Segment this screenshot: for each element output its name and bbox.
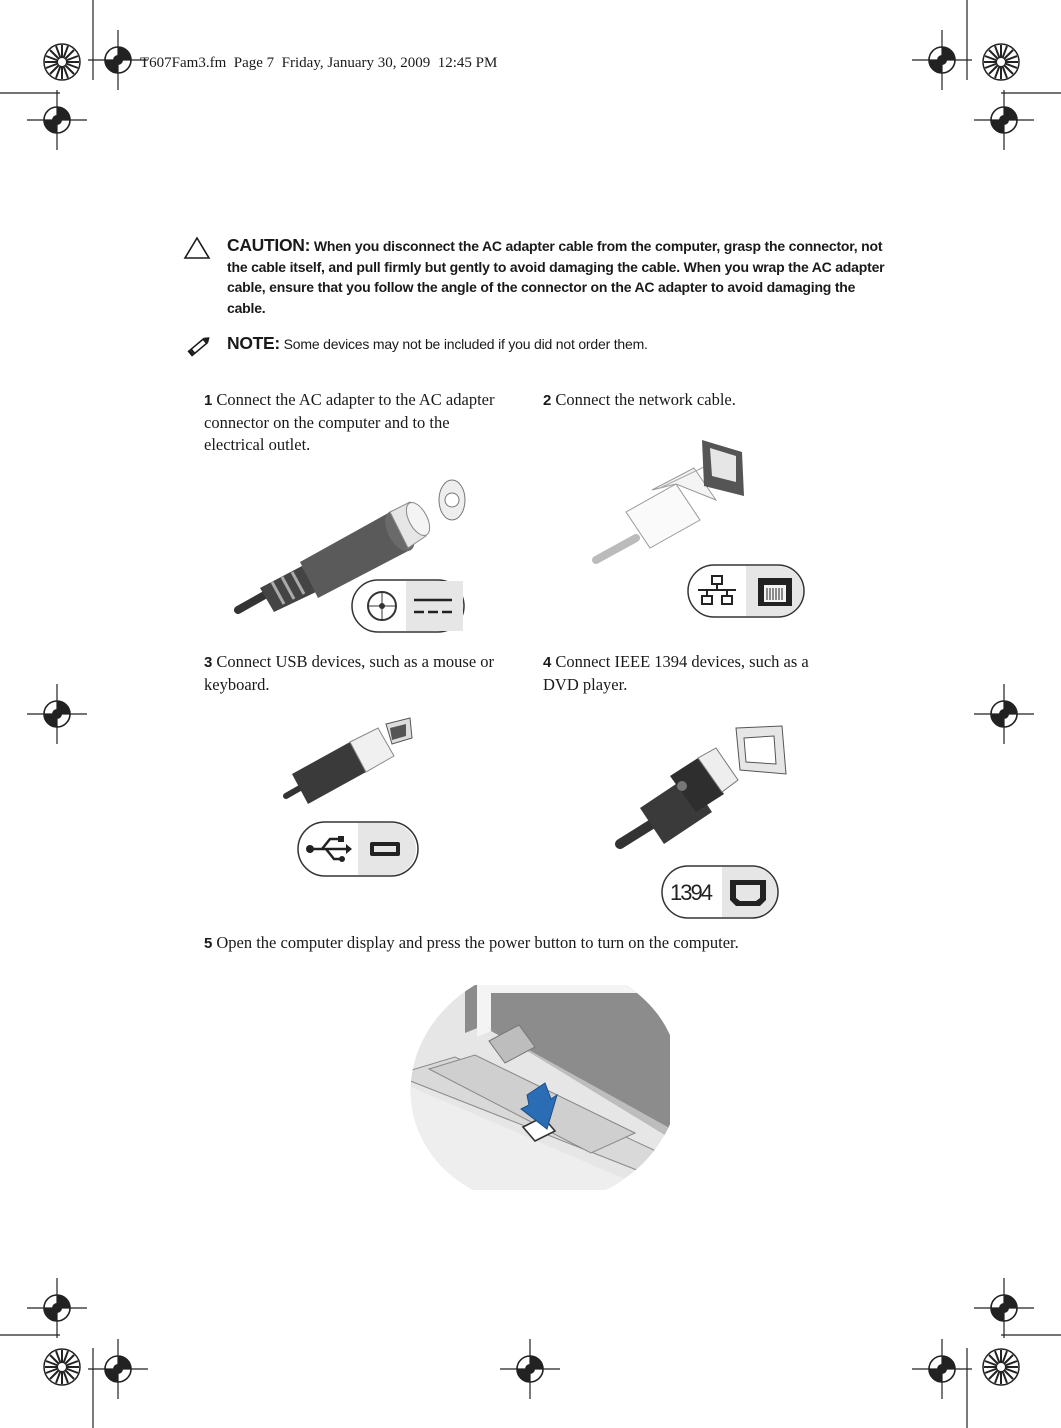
star-target-tr (983, 44, 1019, 80)
caution-text: When you disconnect the AC adapter cable from the computer, grasp the connector, not the cable itself, and pull firmly but gently to avoid damaging the cable. When you wrap the AC adapter cable, ensure that you follow the angle of the connector on the AC adapter to avoid damaging the cable. (227, 238, 885, 316)
network-cable-illustration (590, 430, 820, 625)
frame-header (140, 55, 497, 72)
star-target-bl (44, 1349, 80, 1385)
note-label: NOTE: (227, 333, 280, 353)
header-page: Page 7 (233, 55, 275, 71)
step-1 (204, 389, 514, 456)
note-text: Some devices may not be included if you did not order them. (283, 336, 648, 352)
caution-triangle-icon (183, 236, 211, 260)
step-number: 5 (204, 935, 213, 952)
step-3 (204, 651, 514, 696)
ac-adapter-illustration (230, 470, 480, 640)
power-button-illustration (395, 985, 670, 1190)
port-1394-label: 1394 (670, 880, 711, 905)
step-number: 4 (543, 654, 552, 671)
caution-label: CAUTION: (227, 235, 311, 255)
step-text: Connect the AC adapter to the AC adapter connector on the computer and to the electrical outlet. (204, 390, 495, 454)
caution-block (227, 235, 887, 318)
step-4 (543, 651, 833, 696)
step-5 (204, 932, 904, 955)
star-target-tl (44, 44, 80, 80)
step-text: Connect the network cable. (555, 390, 736, 409)
step-2 (543, 389, 843, 412)
header-date: Friday, January 30, 2009 (281, 55, 431, 71)
step-text: Connect IEEE 1394 devices, such as a DVD player. (543, 652, 809, 694)
ieee1394-illustration (610, 720, 810, 925)
header-time: 12:45 PM (437, 55, 498, 71)
header-file: T607Fam3.fm (140, 55, 227, 71)
usb-illustration (280, 712, 440, 882)
pencil-note-icon (186, 334, 214, 358)
step-text: Connect USB devices, such as a mouse or keyboard. (204, 652, 495, 694)
step-number: 1 (204, 392, 213, 409)
step-number: 2 (543, 392, 552, 409)
star-target-br (983, 1349, 1019, 1385)
step-text: Open the computer display and press the power button to turn on the computer. (216, 933, 739, 952)
note-block (227, 333, 867, 355)
step-number: 3 (204, 654, 213, 671)
